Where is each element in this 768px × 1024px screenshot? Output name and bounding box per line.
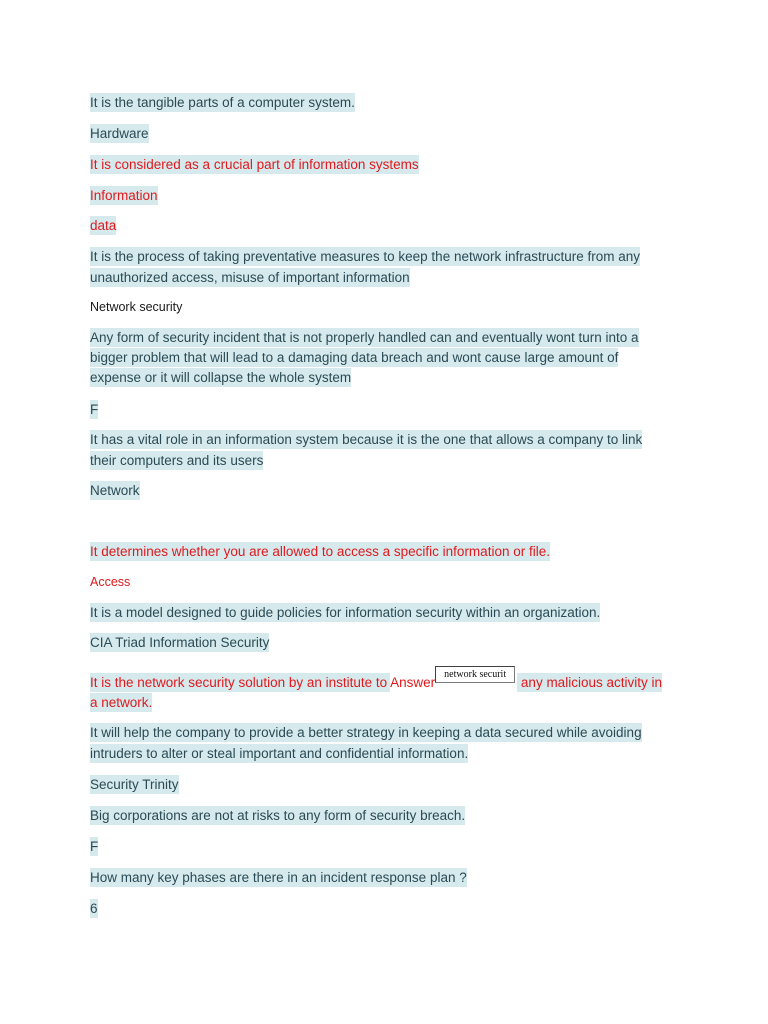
question-network-security-solution-line2: a network. [90,695,153,710]
answer-access: Access [90,575,131,589]
question-vital-role-line2: their computers and its users [90,453,264,468]
answer-cia-triad: CIA Triad Information Security [90,635,270,650]
question-vital-role-line1: It has a vital role in an information system because it is the one that allows a company to link [90,432,643,447]
answer-security-trinity: Security Trinity [90,777,179,792]
question-crucial-part: It is considered as a crucial part of information systems [90,157,419,172]
question-preventative-measures-line1: It is the process of taking preventative measures to keep the network infrastructure from any [90,249,641,264]
answer-false-1: F [90,402,99,417]
answer-false-2: F [90,839,99,854]
answer-network-security: Network security [90,300,183,314]
question-preventative-measures-line2: unauthorized access, misuse of important information [90,270,410,285]
question-big-corporations: Big corporations are not at risks to any form of security breach. [90,808,466,823]
answer-data: data [90,218,117,233]
answer-information: Information [90,188,158,203]
question-better-strategy-line2: intruders to alter or steal important and confidential information. [90,746,469,761]
question-better-strategy-line1: It will help the company to provide a better strategy in keeping a data secured while avoiding [90,725,642,740]
question-security-incident-line1: Any form of security incident that is not properly handled can and eventually wont turn into a [90,330,639,345]
question-network-security-solution-line1: It is the network security solution by an institute to Answernetwork securit any malicious activity in [90,673,662,693]
question-key-phases: How many key phases are there in an incident response plan ? [90,870,467,885]
answer-hardware: Hardware [90,126,149,141]
answer-input-field[interactable]: network securit [435,666,515,683]
question-access-determination: It determines whether you are allowed to access a specific information or file. [90,544,550,559]
question-tangible-parts: It is the tangible parts of a computer system. [90,95,355,110]
question-security-incident-line3: expense or it will collapse the whole system [90,370,352,385]
answer-six: 6 [90,901,98,916]
question-security-incident-line2: bigger problem that will lead to a damaging data breach and wont cause large amount of [90,350,619,365]
answer-network: Network [90,483,140,498]
question-model-policies: It is a model designed to guide policies for information security within an organization. [90,605,601,620]
